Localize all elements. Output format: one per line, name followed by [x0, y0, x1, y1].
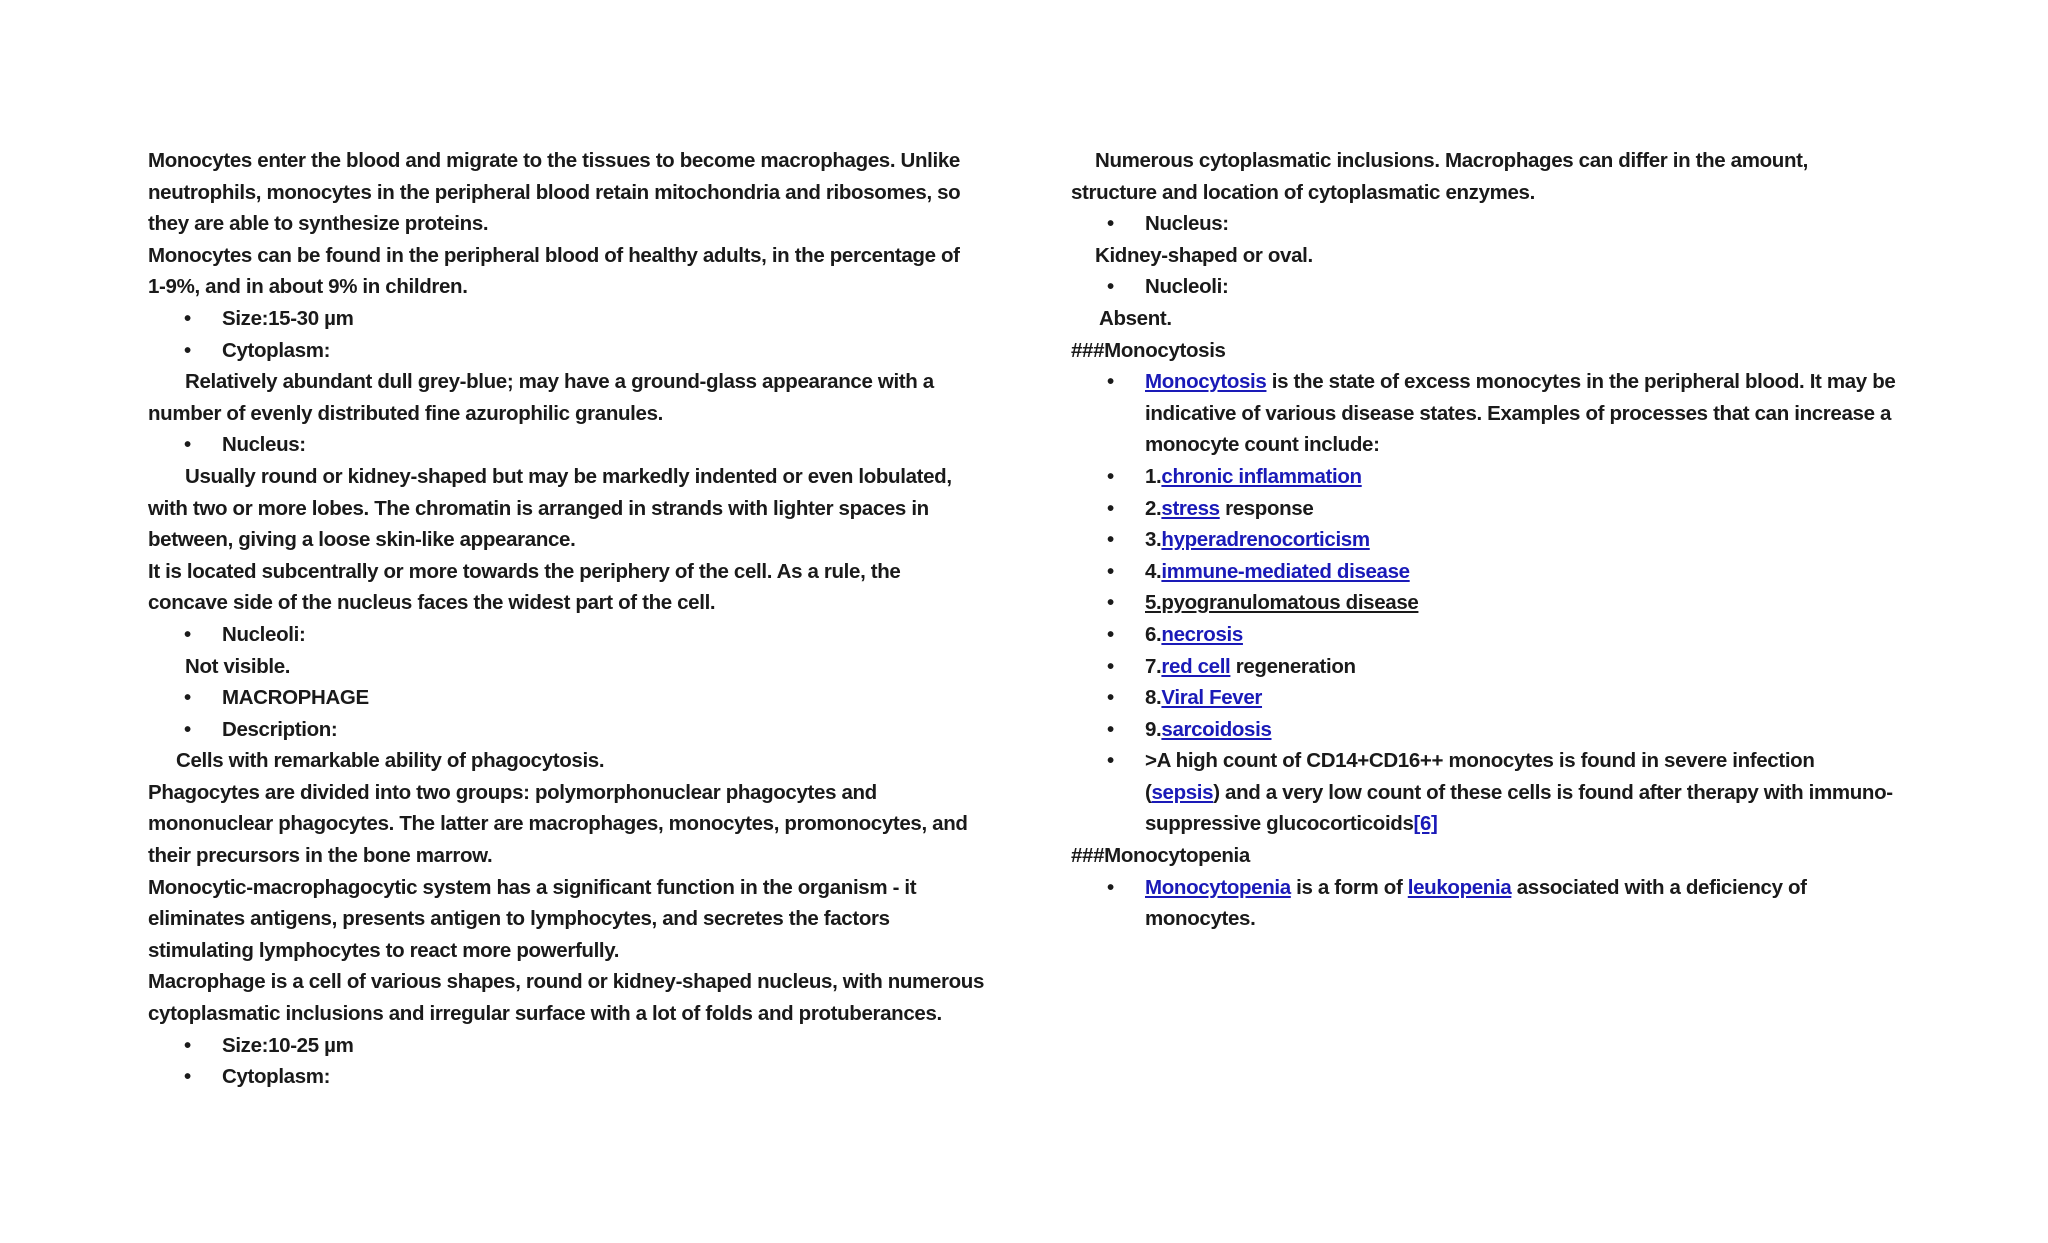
- list-item-cause-1: [1071, 461, 1931, 493]
- text-line: indicative of various disease states. Examples of processes that can increase a: [1145, 401, 1892, 425]
- item-number: 4.: [1145, 559, 1162, 583]
- text-line: 1-9%, and in about 9% in children.: [148, 275, 468, 299]
- list-item-cytoplasm-macrophage: • Cytoplasm:: [148, 1061, 1008, 1093]
- nucleus-description: Kidney-shaped or oval.: [1095, 243, 1313, 267]
- red-cell-link[interactable]: red cell: [1161, 654, 1231, 678]
- list-item-cause-6: [1071, 619, 1931, 651]
- list-item-cause-5: [1071, 587, 1931, 619]
- text-line: structure and location of cytoplasmatic enzymes.: [1071, 180, 1535, 204]
- list-item-cause-9: [1071, 714, 1931, 746]
- text-line: Monocytes enter the blood and migrate to the tissues to become macrophages. Unlike: [148, 149, 960, 172]
- list-item-cause-8: [1071, 682, 1931, 714]
- list-item-cause-2: [1071, 493, 1931, 525]
- hyperadrenocorticism-link[interactable]: hyperadrenocorticism: [1161, 528, 1370, 552]
- text-span: regeneration: [1230, 654, 1356, 678]
- list-item-cytoplasm: • Cytoplasm:: [148, 335, 1008, 367]
- phagocytes-paragraph: [148, 777, 1008, 872]
- list-item-monocytopenia: [1071, 872, 1931, 935]
- text-line: It is located subcentrally or more towards the periphery of the cell. As a rule, the: [148, 559, 901, 583]
- text-line: Monocytic-macrophagocytic system has a significant function in the organism - it: [148, 875, 917, 899]
- list-item-nucleoli: • Nucleoli:: [148, 619, 1008, 651]
- chronic-inflammation-link[interactable]: chronic inflammation: [1161, 464, 1362, 488]
- text-line: Relatively abundant dull grey-blue; may have a ground-glass appearance with a: [185, 370, 934, 394]
- text-line: Macrophage is a cell of various shapes, round or kidney-shaped nucleus, with numerous: [148, 970, 985, 994]
- list-item-nucleus: • Nucleus:: [148, 429, 1008, 461]
- leukopenia-link[interactable]: leukopenia: [1407, 875, 1512, 899]
- text-line: their precursors in the bone marrow.: [148, 844, 493, 868]
- sepsis-link[interactable]: sepsis: [1151, 780, 1214, 804]
- heading-monocytosis: ###Monocytosis: [1071, 338, 1226, 362]
- text-span: (: [1145, 780, 1152, 804]
- monocytopenia-link[interactable]: Monocytopenia: [1145, 875, 1291, 899]
- item-number: 1.: [1145, 464, 1162, 488]
- list-item-monocytosis: [1071, 366, 1931, 461]
- stress-link[interactable]: stress: [1161, 496, 1220, 520]
- text-span: is the state of excess monocytes in the peripheral blood. It may be: [1266, 370, 1896, 394]
- item-number: 3.: [1145, 528, 1162, 552]
- nucleoli-description: Absent.: [1099, 306, 1172, 330]
- text-line: monocyte count include:: [1145, 433, 1380, 457]
- right-column: [1071, 145, 1931, 935]
- list-item-cd14-cd16: [1071, 745, 1931, 840]
- nucleus-description: [148, 461, 1008, 493]
- item-number: 7.: [1145, 654, 1162, 678]
- system-paragraph: [148, 872, 1008, 967]
- list-item-cause-4: [1071, 556, 1931, 588]
- text-line: stimulating lymphocytes to react more powerfully.: [148, 938, 620, 962]
- item-number: 2.: [1145, 496, 1162, 520]
- text-line: they are able to synthesize proteins.: [148, 212, 489, 236]
- intro-paragraph: [148, 145, 1008, 240]
- text-line: Monocytes can be found in the peripheral blood of healthy adults, in the percentage of: [148, 243, 960, 267]
- text-line: Usually round or kidney-shaped but may be markedly indented or even lobulated,: [185, 464, 952, 488]
- nucleus-location-paragraph: [148, 556, 1008, 619]
- pyogranulomatous-text: 5.pyogranulomatous disease: [1145, 591, 1419, 615]
- sarcoidosis-link[interactable]: sarcoidosis: [1161, 717, 1272, 741]
- cytoplasm-description: [148, 366, 1008, 398]
- list-item-nucleoli: • Nucleoli:: [1071, 271, 1931, 303]
- immune-mediated-disease-link[interactable]: immune-mediated disease: [1161, 559, 1410, 583]
- text-line: mononuclear phagocytes. The latter are macrophages, monocytes, promonocytes, and: [148, 812, 968, 836]
- list-item-cause-3: [1071, 524, 1931, 556]
- text-line: with two or more lobes. The chromatin is arranged in strands with lighter spaces in: [148, 496, 929, 520]
- nucleus-description-cont: [148, 493, 1008, 556]
- item-number: 6.: [1145, 622, 1162, 646]
- cytoplasm-description-cont: [148, 398, 1008, 430]
- text-line: between, giving a loose skin-like appearance.: [148, 528, 576, 552]
- left-column: [148, 145, 1008, 1093]
- item-number: 8.: [1145, 686, 1162, 710]
- text-line: concave side of the nucleus faces the widest part of the cell.: [148, 591, 716, 615]
- text-span: is a form of: [1290, 875, 1408, 899]
- macrophage-paragraph: [148, 966, 1008, 1029]
- text-line: monocytes.: [1145, 907, 1256, 931]
- nucleoli-description: Not visible.: [185, 654, 291, 678]
- text-line: Numerous cytoplasmatic inclusions. Macrophages can differ in the amount,: [1095, 149, 1808, 172]
- text-span: suppressive glucocorticoids: [1145, 812, 1414, 836]
- item-number: 9.: [1145, 717, 1162, 741]
- text-line: cytoplasmatic inclusions and irregular surface with a lot of folds and protuberances.: [148, 1002, 942, 1026]
- viral-fever-link[interactable]: Viral Fever: [1161, 686, 1263, 710]
- monocytosis-link[interactable]: Monocytosis: [1145, 370, 1267, 394]
- necrosis-link[interactable]: necrosis: [1161, 622, 1243, 646]
- heading-monocytopenia: ###Monocytopenia: [1071, 844, 1250, 868]
- inclusions-text: [1071, 145, 1931, 177]
- list-item-macrophage: • MACROPHAGE: [148, 682, 1008, 714]
- text-span: ) and a very low count of these cells is found after therapy with immuno-: [1213, 780, 1893, 804]
- text-line: • >A high count of CD14+CD16++ monocytes is found in severe infection: [1145, 749, 1815, 773]
- text-line: number of evenly distributed fine azurophilic granules.: [148, 401, 663, 425]
- list-item-nucleus: • Nucleus:: [1071, 208, 1931, 240]
- list-item-cause-7: [1071, 651, 1931, 683]
- list-item-size-macrophage: • Size:10-25 µm: [148, 1030, 1008, 1062]
- reference-6-link[interactable]: [6]: [1413, 812, 1438, 836]
- list-item-description: • Description:: [148, 714, 1008, 746]
- description-text: Cells with remarkable ability of phagocytosis.: [176, 749, 605, 773]
- text-span: associated with a deficiency of: [1511, 875, 1807, 899]
- text-line: neutrophils, monocytes in the peripheral blood retain mitochondria and ribosomes, so: [148, 180, 961, 204]
- text-line: eliminates antigens, presents antigen to lymphocytes, and secretes the factors: [148, 907, 890, 931]
- percentage-paragraph: [148, 240, 1008, 303]
- text-line: Phagocytes are divided into two groups: polymorphonuclear phagocytes and: [148, 780, 877, 804]
- text-span: response: [1219, 496, 1314, 520]
- inclusions-text-cont: [1071, 177, 1931, 209]
- list-item-size: • Size:15-30 µm: [148, 303, 1008, 335]
